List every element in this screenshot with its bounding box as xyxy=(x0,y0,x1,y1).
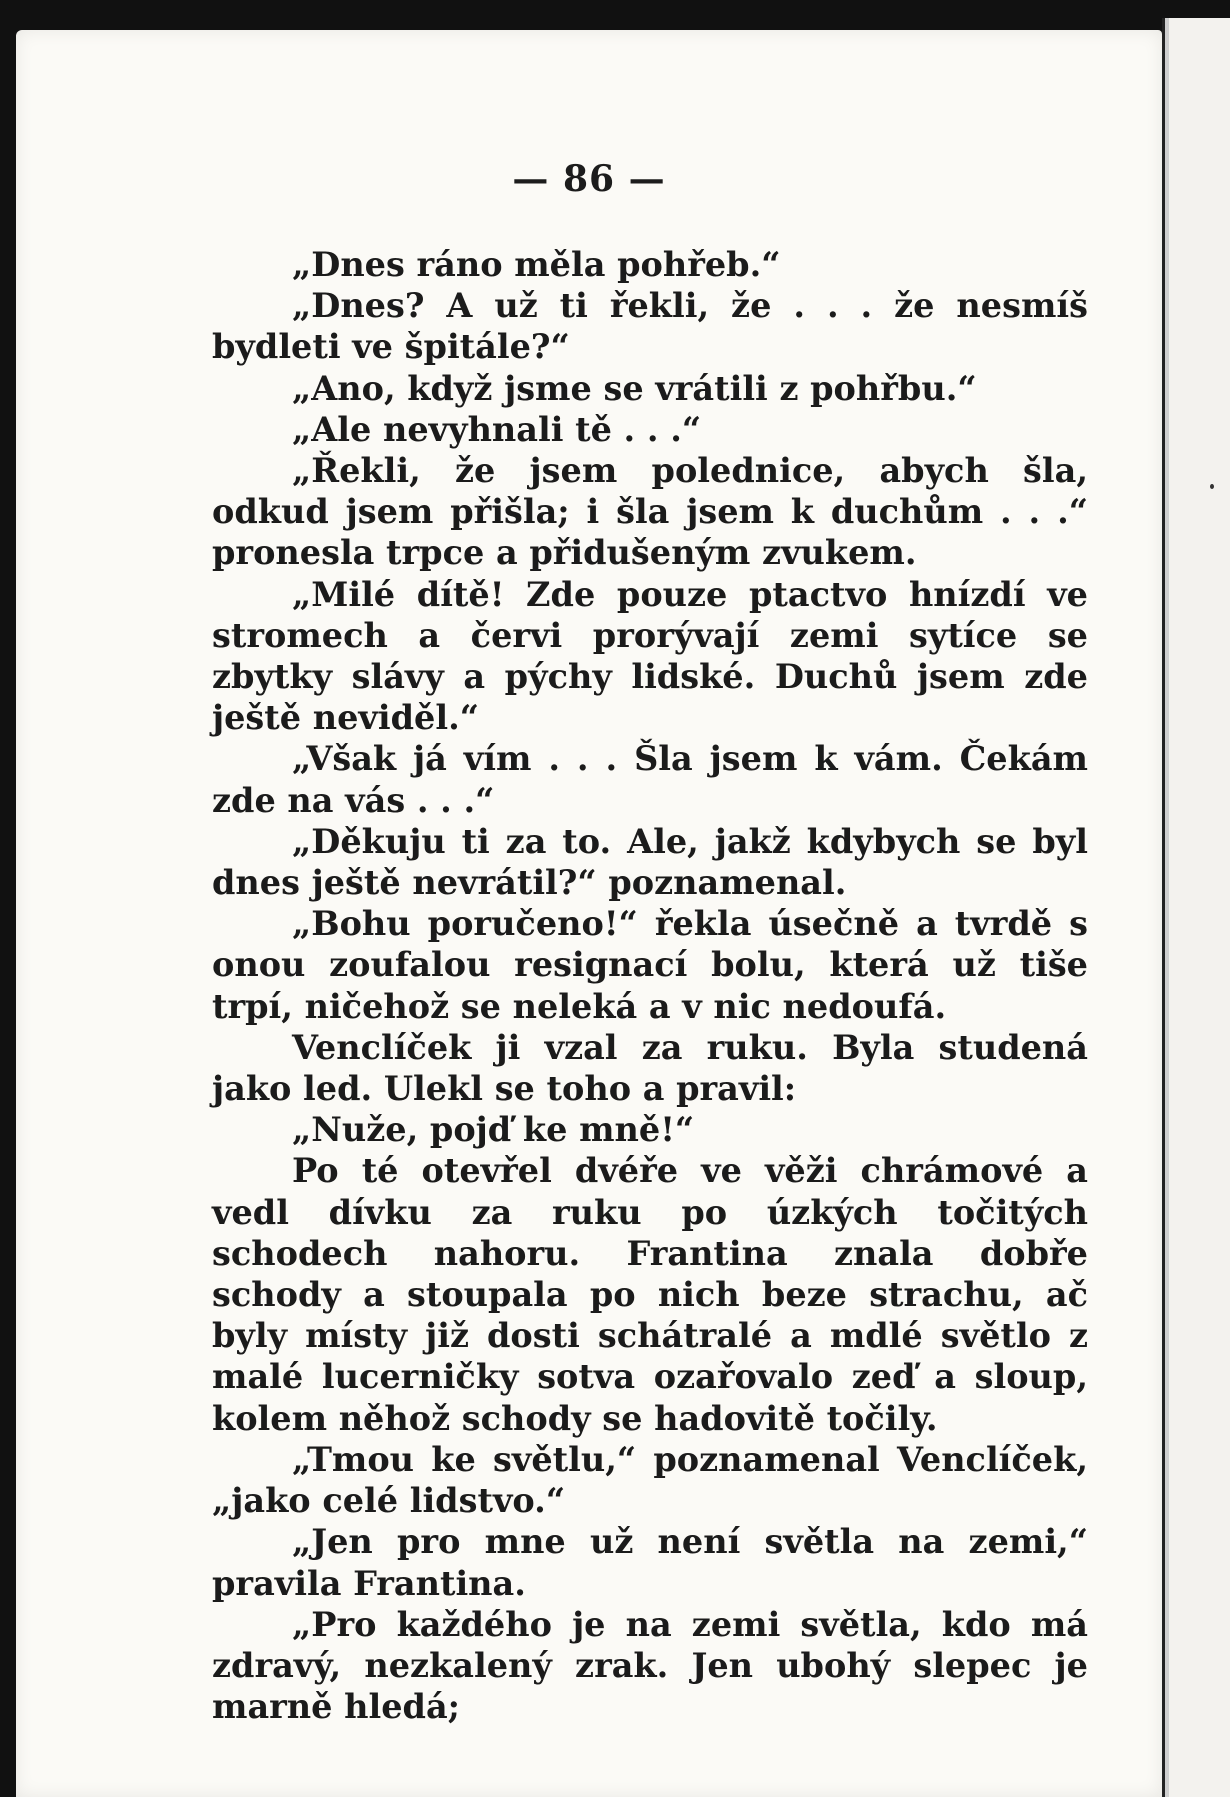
paragraph: „Milé dítě! Zde pouze ptactvo hnízdí ve stromech a červi prorývají zemi sytíce se zbytky slávy a pýchy lidské. Duchů jsem zde ještě neviděl.“ xyxy=(212,574,1088,738)
book-page xyxy=(16,30,1162,1797)
paragraph: „Ale nevyhnali tě . . .“ xyxy=(292,409,702,449)
paragraph: „Nuže, pojď ke mně!“ xyxy=(292,1110,695,1150)
page-number: — 86 — xyxy=(512,158,666,200)
paragraph: Venclíček ji vzal za ruku. Byla studená jako led. Ulekl se toho a pravil: xyxy=(212,1027,1088,1109)
paragraph: „Však já vím . . . Šla jsem k vám. Čekám zde na vás . . .“ xyxy=(212,739,1088,820)
paragraph: „Dnes? A už ti řekli, že . . . že nesmíš bydleti ve špitále?“ xyxy=(212,286,1088,367)
paragraph: „Tmou ke světlu,“ poznamenal Venclíček, „jako celé lidstvo.“ xyxy=(212,1439,1088,1521)
paragraph: Po té otevřel dvéře ve věži chrámové a vedl dívku za ruku po úzkých točitých schodech nahoru. Frantina znala dobře schody a stoupala po nich beze strachu, ač byly místy již dosti schátralé a mdlé světlo z malé lucerničky sotva ozařovalo zeď a sloup, kolem něhož schody se hadovitě točily. xyxy=(212,1151,1088,1438)
paragraph: „Bohu poručeno!“ řekla úsečně a tvrdě s onou zoufalou resignací bolu, která už tiše trpí, ničehož se neleká a v nic nedoufá. xyxy=(212,904,1088,1026)
body-text xyxy=(212,244,1088,1727)
paragraph: „Dnes ráno měla pohřeb.“ xyxy=(292,245,781,284)
paragraph: „Ano, když jsme se vrátili z pohřbu.“ xyxy=(292,368,977,408)
facing-page-edge xyxy=(1162,18,1230,1797)
paragraph: „Jen pro mne už není světla na zemi,“ pravila Frantina. xyxy=(212,1522,1088,1603)
page-gutter-line xyxy=(1165,18,1169,1797)
paragraph: „Řekli, že jsem polednice, abych šla, odkud jsem přišla; i šla jsem k duchům . . .“ pronesla trpce a přidušeným zvukem. xyxy=(212,451,1088,573)
scan-speck xyxy=(1210,484,1214,489)
paragraph: „Děkuju ti za to. Ale, jakž kdybych se byl dnes ještě nevrátil?“ poznamenal. xyxy=(212,821,1088,903)
paragraph: „Pro každého je na zemi světla, kdo má zdravý, nezkalený zrak. Jen ubohý slepec je marně hledá; xyxy=(212,1604,1088,1727)
